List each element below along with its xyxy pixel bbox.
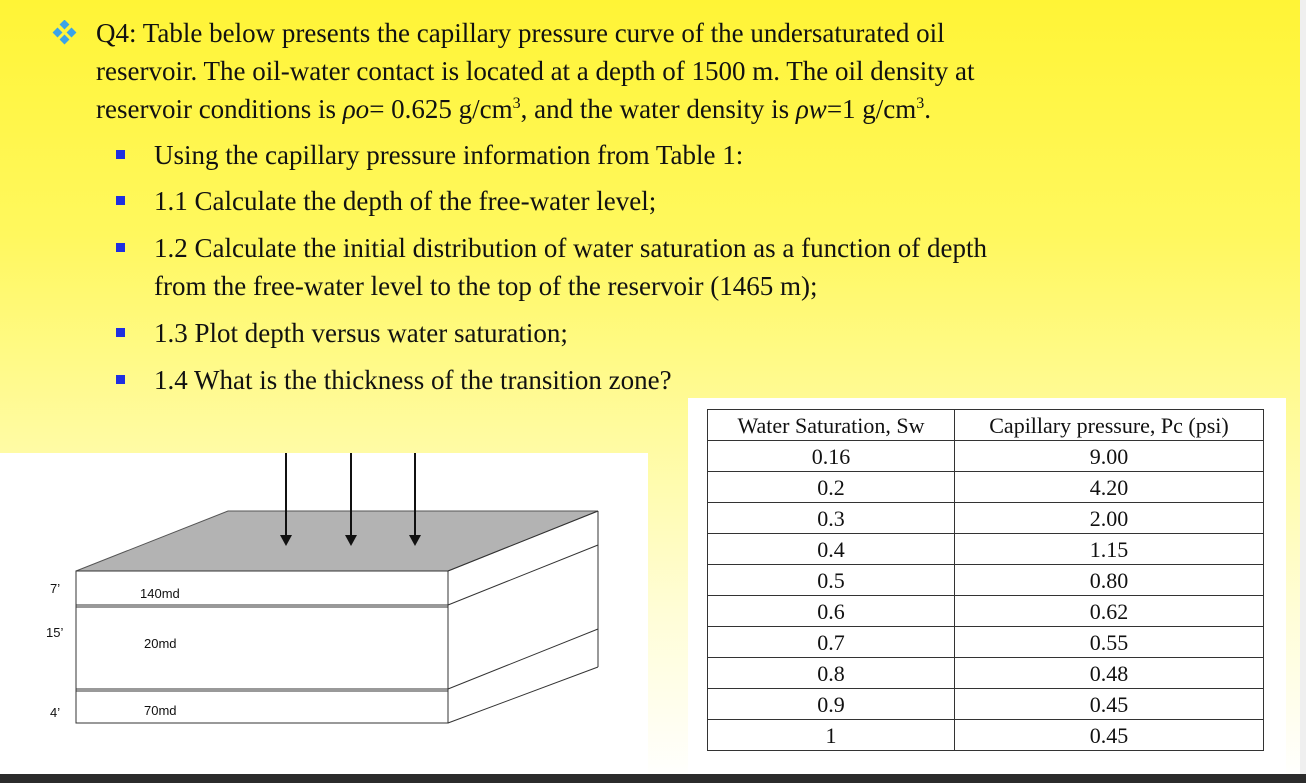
table-row (708, 689, 1264, 720)
sw-cell: 0.2 (708, 472, 955, 503)
layer-3-permeability: 70md (144, 703, 177, 718)
sw-cell: 0.3 (708, 503, 955, 534)
task-item-text: 1.2 Calculate the initial distribution of water saturation as a function of depth (154, 233, 988, 263)
rho-o-symbol: ρo (342, 94, 370, 124)
pc-cell: 1.15 (955, 534, 1264, 565)
column-header-pc: Capillary pressure, Pc (psi) (955, 410, 1264, 441)
task-item-text: 1.3 Plot depth versus water saturation; (154, 318, 568, 348)
task-item-text: 1.1 Calculate the depth of the free-water level; (154, 186, 657, 216)
square-bullet-icon (116, 328, 125, 337)
top-surface (76, 511, 598, 571)
layer-1-permeability: 140md (140, 586, 180, 601)
pc-cell: 9.00 (955, 441, 1264, 472)
pc-cell: 0.48 (955, 658, 1264, 689)
pc-cell: 0.55 (955, 627, 1264, 658)
table-row (708, 472, 1264, 503)
question-line-3-end: . (924, 94, 932, 124)
sw-cell: 0.9 (708, 689, 955, 720)
table-row (708, 720, 1264, 751)
layer-3 (76, 689, 448, 723)
reservoir-layer-diagram (0, 453, 648, 774)
layer-3-thickness: 4’ (50, 705, 61, 720)
pc-cell: 0.45 (955, 689, 1264, 720)
layer-2-thickness: 15’ (46, 625, 64, 640)
task-item-3 (112, 229, 1192, 305)
task-item-4 (112, 314, 1192, 352)
task-item-text: Using the capillary pressure information from Table 1: (154, 140, 744, 170)
table-row (708, 534, 1264, 565)
sw-cell: 1 (708, 720, 955, 751)
table-row (708, 503, 1264, 534)
task-item-2 (112, 182, 1192, 220)
task-item-text-line-2: from the free-water level to the top of the reservoir (1465 m); (154, 271, 818, 301)
window-edge-bottom (0, 774, 1306, 783)
table-header-row (708, 410, 1264, 441)
pc-cell: 2.00 (955, 503, 1264, 534)
sw-cell: 0.6 (708, 596, 955, 627)
question-line-2: reservoir. The oil-water contact is located at a depth of 1500 m. The oil density at (96, 56, 975, 86)
question-line-1 (96, 14, 1196, 52)
task-item-text: 1.4 What is the thickness of the transition zone? (154, 365, 672, 395)
layer-1-thickness: 7’ (50, 581, 61, 596)
exponent-1: 3 (512, 95, 521, 112)
rho-w-value: =1 g/cm (826, 94, 917, 124)
window-edge-right (1300, 0, 1306, 783)
square-bullet-icon (116, 243, 125, 252)
diamond-bullet-icon (52, 20, 78, 46)
table-row (708, 596, 1264, 627)
pc-cell: 4.20 (955, 472, 1264, 503)
task-item-1 (112, 136, 1192, 174)
question-line-3-mid: , and the water density is (520, 94, 796, 124)
rho-w-symbol: ρw (795, 94, 827, 124)
task-list (112, 136, 1192, 399)
table-row (708, 441, 1264, 472)
square-bullet-icon (116, 375, 125, 384)
square-bullet-icon (116, 150, 125, 159)
sw-cell: 0.4 (708, 534, 955, 565)
sw-cell: 0.16 (708, 441, 955, 472)
table-row (708, 565, 1264, 596)
exponent-2: 3 (916, 95, 925, 112)
capillary-pressure-table-area (688, 398, 1286, 774)
question-label: Q4: (96, 18, 137, 48)
layer-1 (76, 571, 448, 605)
table-row (708, 658, 1264, 689)
layer-block-drawing (0, 453, 648, 774)
task-item-5 (112, 361, 1192, 399)
layer-2-permeability: 20md (144, 636, 177, 651)
column-header-sw: Water Saturation, Sw (708, 410, 955, 441)
sw-cell: 0.7 (708, 627, 955, 658)
layer-2 (76, 605, 448, 689)
pc-cell: 0.45 (955, 720, 1264, 751)
table-row (708, 627, 1264, 658)
sw-cell: 0.5 (708, 565, 955, 596)
sw-cell: 0.8 (708, 658, 955, 689)
question-line-1-text: Table below presents the capillary pressure curve of the undersaturated oil (142, 18, 945, 48)
rho-o-value: = 0.625 g/cm (369, 94, 513, 124)
capillary-pressure-table (707, 409, 1264, 751)
pc-cell: 0.80 (955, 565, 1264, 596)
question-line-3-text: reservoir conditions is (96, 94, 343, 124)
pc-cell: 0.62 (955, 596, 1264, 627)
square-bullet-icon (116, 196, 125, 205)
question-line-3 (96, 90, 1196, 128)
question-text (96, 14, 1196, 128)
